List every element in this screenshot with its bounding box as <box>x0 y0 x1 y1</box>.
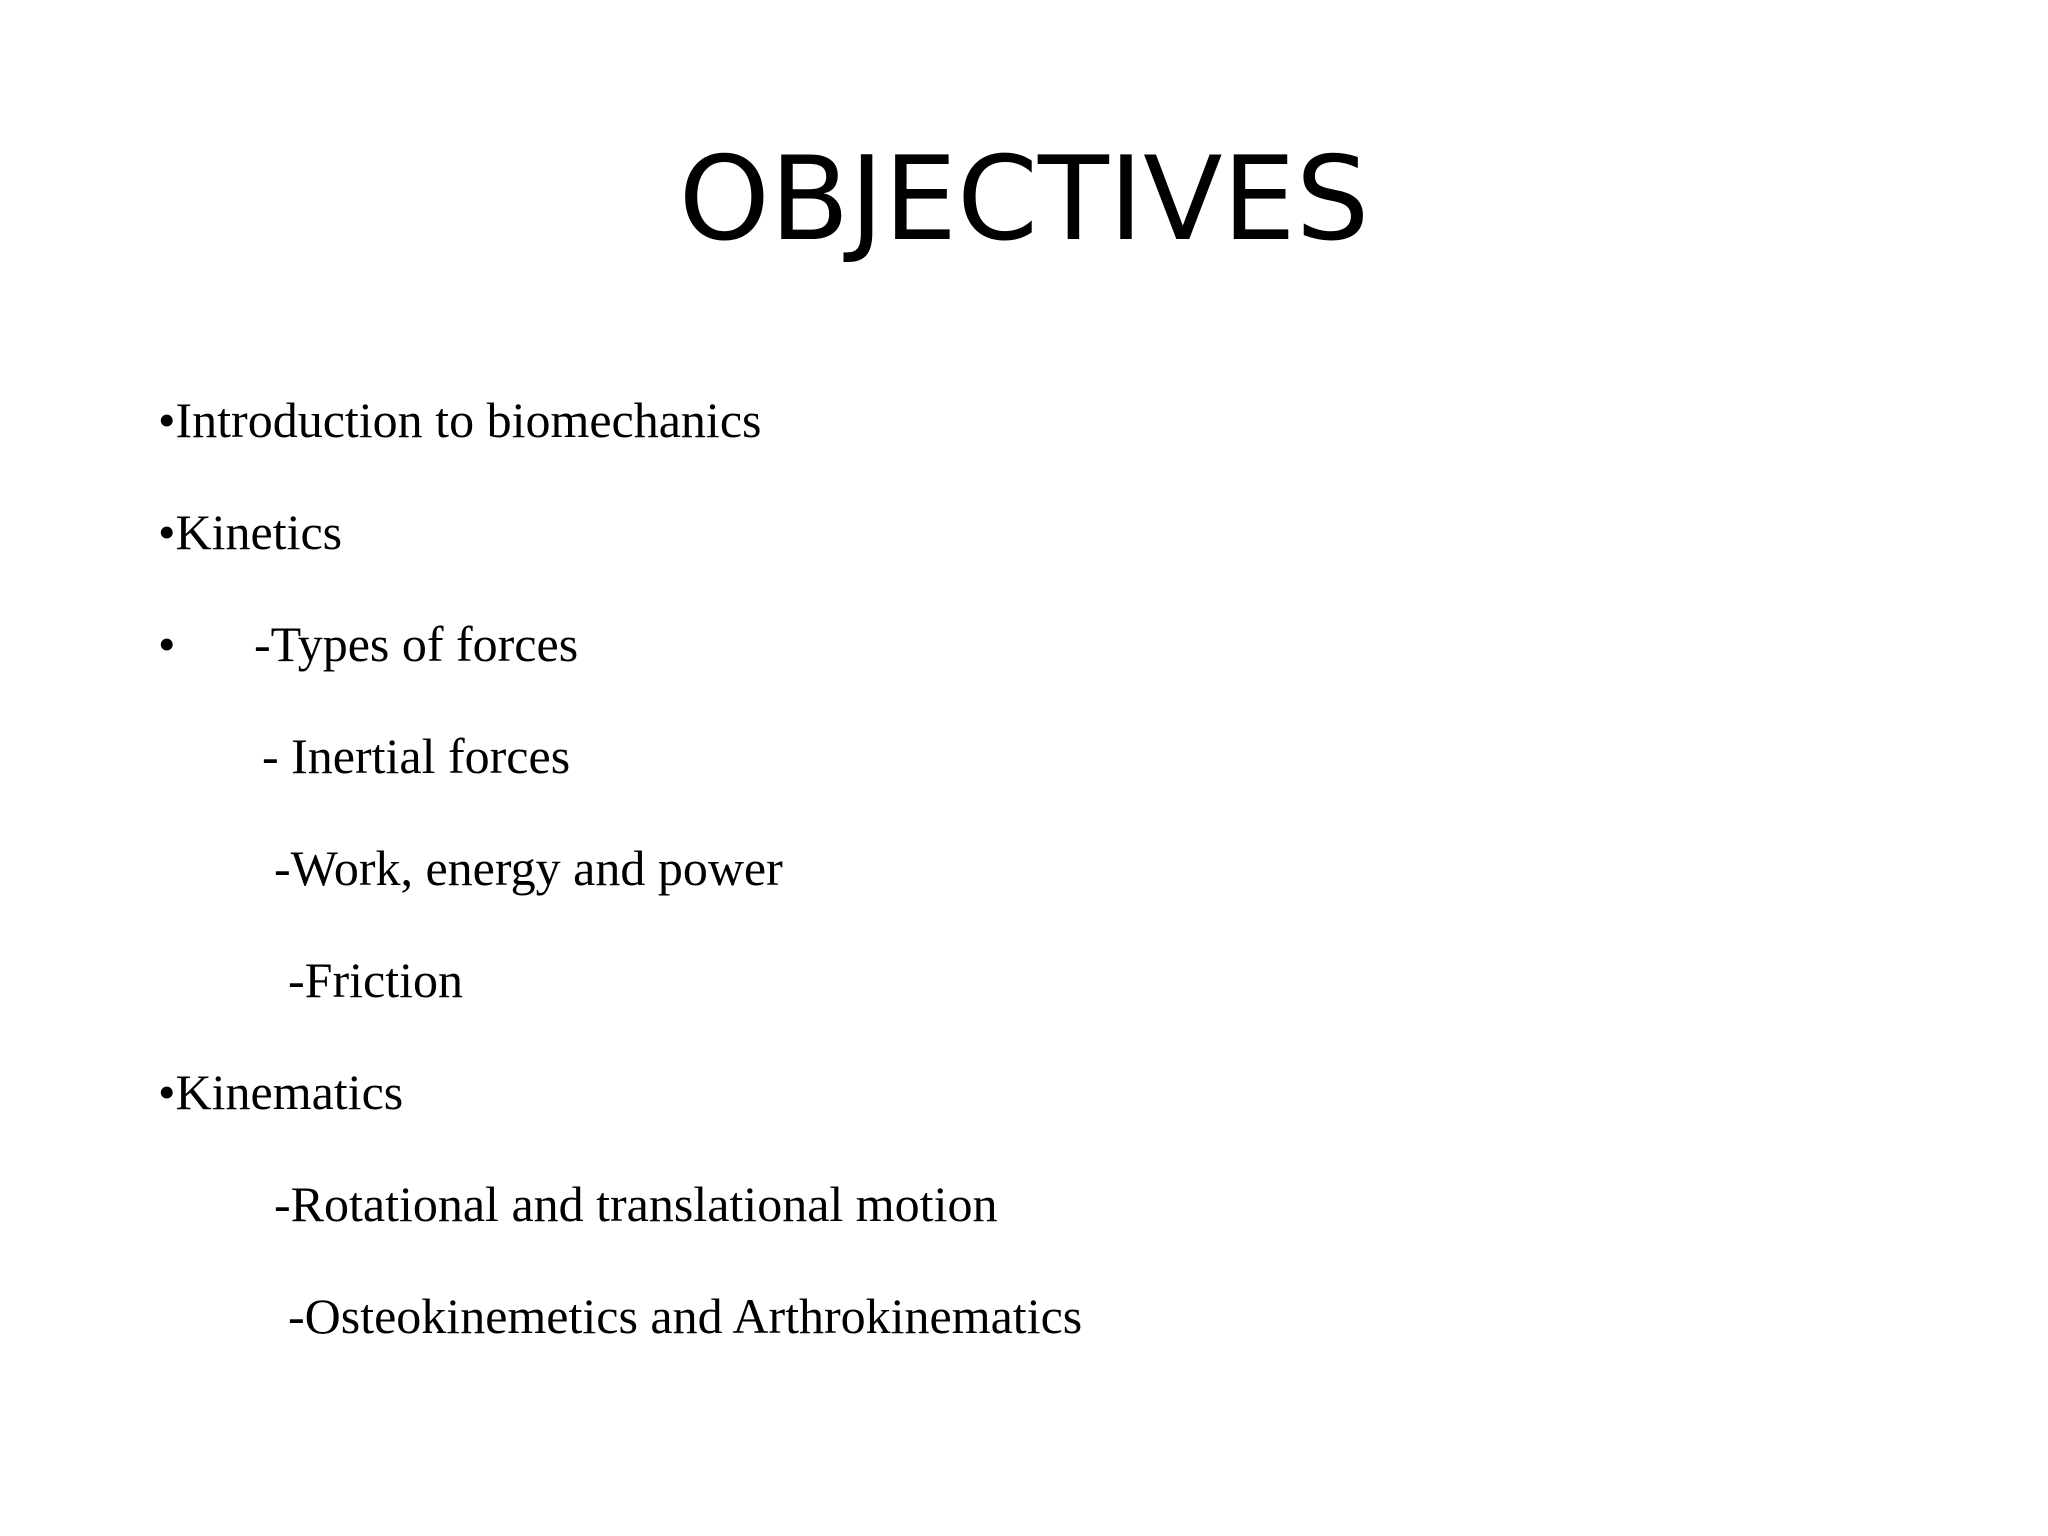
objective-item-types-of-forces: -Types of forces <box>254 616 579 672</box>
objective-item-friction: -Friction <box>288 952 463 1008</box>
objective-item-work-energy-power: -Work, energy and power <box>274 840 783 896</box>
objective-item-osteokinemetics: -Osteokinemetics and Arthrokinematics <box>288 1288 1083 1344</box>
objective-item-types-of-forces-bullet: • <box>158 616 176 672</box>
objective-item-kinetics: •Kinetics <box>158 504 343 560</box>
slide-title: OBJECTIVES <box>678 132 1370 267</box>
objective-item-inertial-forces: - Inertial forces <box>262 728 571 784</box>
objective-item-rotational-translational: -Rotational and translational motion <box>274 1176 998 1232</box>
objective-item-introduction: •Introduction to biomechanics <box>158 392 762 448</box>
objective-item-kinematics: •Kinematics <box>158 1064 404 1120</box>
